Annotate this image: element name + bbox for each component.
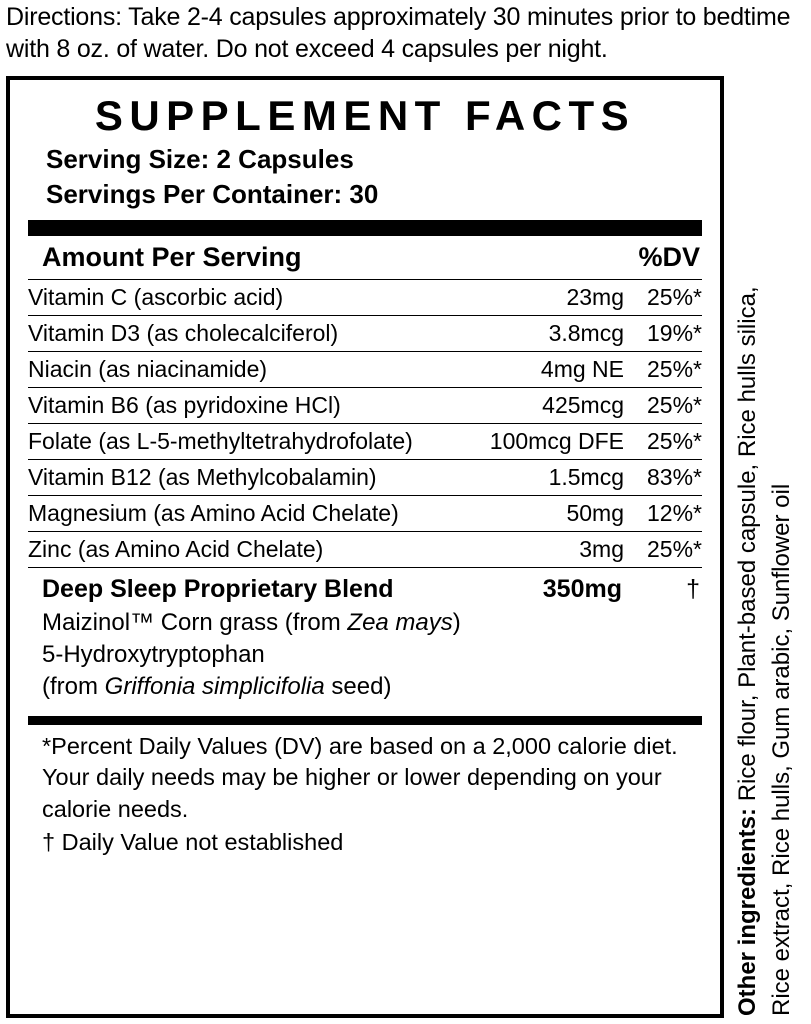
other-ingredients-line-1: Other ingredients: Rice flour, Plant-based capsule, Rice hulls silica, <box>734 286 761 1016</box>
nutrient-name: Magnesium (as Amino Acid Chelate) <box>28 496 446 532</box>
amount-per-serving-label: Amount Per Serving <box>42 242 302 273</box>
supplement-facts-panel <box>6 76 724 1018</box>
amount-per-serving-header <box>28 236 702 279</box>
divider-thick-top <box>28 220 702 236</box>
nutrient-amount: 100mcg DFE <box>446 424 624 460</box>
footnote-dagger: † Daily Value not established <box>42 828 344 855</box>
nutrient-amount: 3mg <box>446 532 624 568</box>
serving-size: Serving Size: 2 Capsules <box>46 144 354 174</box>
nutrient-dv: 25%* <box>624 280 702 316</box>
table-row <box>28 496 702 532</box>
blend-ingredient-line-1: Maizinol™ Corn grass (from Zea mays) <box>42 609 461 637</box>
other-ingredients-block <box>732 0 811 1024</box>
daily-value-label: %DV <box>638 242 700 273</box>
nutrient-name: Folate (as L-5-methyltetrahydrofolate) <box>28 424 446 460</box>
table-row <box>28 424 702 460</box>
nutrient-amount: 1.5mcg <box>446 460 624 496</box>
nutrient-table <box>28 279 702 568</box>
other-ingredients-line-2: Rice extract, Rice hulls, Gum arabic, Sunflower oil <box>768 483 795 1016</box>
nutrient-name: Vitamin C (ascorbic acid) <box>28 280 446 316</box>
table-row <box>28 316 702 352</box>
blend-ingredient-line-3: (from Griffonia simplicifolia seed) <box>42 672 392 700</box>
nutrient-amount: 4mg NE <box>446 352 624 388</box>
nutrient-dv: 25%* <box>624 352 702 388</box>
proprietary-blend-dv: † <box>686 575 700 604</box>
nutrient-dv: 25%* <box>624 532 702 568</box>
nutrient-name: Vitamin B12 (as Methylcobalamin) <box>28 460 446 496</box>
proprietary-blend-row <box>28 568 702 607</box>
nutrient-name: Vitamin D3 (as cholecalciferol) <box>28 316 446 352</box>
table-row <box>28 532 702 568</box>
table-row <box>28 352 702 388</box>
divider-thick-bottom <box>28 716 702 725</box>
table-row <box>28 280 702 316</box>
nutrient-amount: 3.8mcg <box>446 316 624 352</box>
proprietary-blend-amount: 350mg <box>542 575 622 604</box>
nutrient-dv: 83%* <box>624 460 702 496</box>
nutrient-dv: 25%* <box>624 388 702 424</box>
table-row <box>28 388 702 424</box>
nutrient-name: Vitamin B6 (as pyridoxine HCl) <box>28 388 446 424</box>
blend-ingredient-line-2: 5-Hydroxytryptophan <box>42 640 265 668</box>
nutrient-amount: 50mg <box>446 496 624 532</box>
nutrient-name: Zinc (as Amino Acid Chelate) <box>28 532 446 568</box>
servings-per-container: Servings Per Container: 30 <box>46 179 379 210</box>
nutrient-name: Niacin (as niacinamide) <box>28 352 446 388</box>
nutrient-dv: 19%* <box>624 316 702 352</box>
blend-ingredients <box>28 607 702 702</box>
footnote-daily-values: *Percent Daily Values (DV) are based on a 2,000 calorie diet. Your daily needs may be higher or lower depending on your calorie needs. <box>42 733 678 822</box>
table-row <box>28 460 702 496</box>
nutrient-amount: 425mcg <box>446 388 624 424</box>
nutrient-dv: 25%* <box>624 424 702 460</box>
nutrient-dv: 12%* <box>624 496 702 532</box>
proprietary-blend-name: Deep Sleep Proprietary Blend <box>42 575 394 604</box>
directions-text: Directions: Take 2-4 capsules approximately 30 minutes prior to bedtime with 8 oz. of water. Do not exceed 4 capsules per night. <box>6 3 791 63</box>
nutrient-amount: 23mg <box>446 280 624 316</box>
supplement-facts-title: SUPPLEMENT FACTS <box>94 92 636 139</box>
